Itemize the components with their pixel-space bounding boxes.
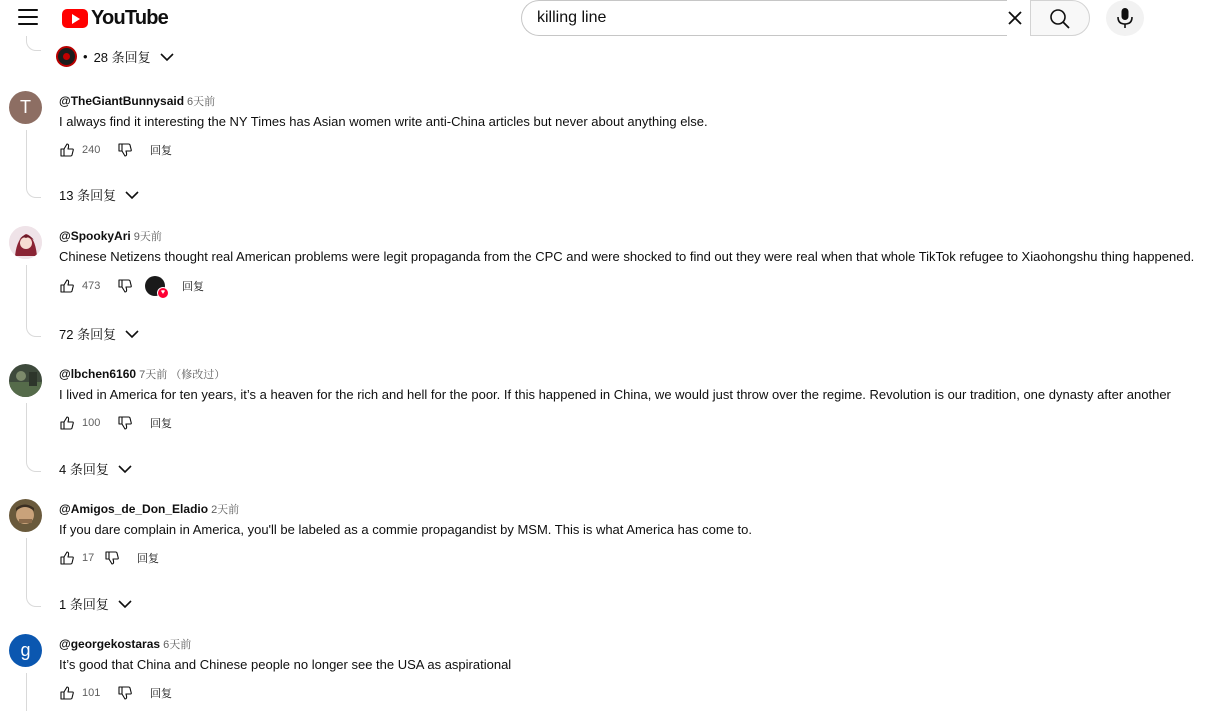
avatar[interactable] xyxy=(9,634,42,667)
replies-toggle-previous[interactable] xyxy=(56,46,175,67)
mic-icon xyxy=(1116,7,1134,29)
avatar[interactable] xyxy=(9,364,42,397)
dislike-icon[interactable] xyxy=(117,685,133,701)
youtube-logo[interactable] xyxy=(62,7,168,30)
comment-text: I lived in America for ten years, it’s a heaven for the rich and hell for the poor. If this happened in China, we would just throw over the regime. Revolution is our tradition, one dynasty after another xyxy=(59,387,1171,402)
chevron-down-icon xyxy=(117,461,133,477)
like-count: 240 xyxy=(82,144,101,156)
thread-line xyxy=(26,183,41,198)
thread-line xyxy=(26,457,41,472)
thread-line xyxy=(26,538,27,593)
replies-count: 72 条回复 xyxy=(59,327,117,342)
comment-actions xyxy=(59,413,172,433)
like-icon[interactable] xyxy=(59,550,75,566)
replies-toggle[interactable] xyxy=(59,324,140,343)
chevron-down-icon xyxy=(159,49,175,65)
comment-actions xyxy=(59,140,172,160)
thread-line xyxy=(26,592,41,607)
like-icon[interactable] xyxy=(59,142,75,158)
comment-header xyxy=(59,501,239,517)
logo-text: YouTube xyxy=(91,7,168,29)
comment-time[interactable]: 6天前 xyxy=(187,96,216,108)
thread-line xyxy=(26,673,27,711)
comment-time[interactable]: 9天前 xyxy=(133,231,162,243)
comment-author[interactable]: @georgekostaras xyxy=(59,637,161,651)
search-button[interactable] xyxy=(1030,0,1090,36)
youtube-play-icon xyxy=(62,9,88,28)
reply-button[interactable]: 回复 xyxy=(150,688,172,700)
photo-avatar-icon xyxy=(9,364,42,397)
like-count: 473 xyxy=(82,280,101,292)
comment-time[interactable]: 2天前 xyxy=(211,504,240,516)
search-input[interactable] xyxy=(537,7,977,29)
like-count: 100 xyxy=(82,417,101,429)
comment-text: If you dare complain in America, you'll be labeled as a commie propagandist by MSM. This is what America has come to. xyxy=(59,522,753,537)
replies-count: 1 条回复 xyxy=(59,597,109,612)
comment-author[interactable]: @SpookyAri xyxy=(59,229,131,243)
dislike-icon[interactable] xyxy=(104,550,120,566)
replies-toggle[interactable] xyxy=(59,459,133,478)
comment-header xyxy=(59,366,225,382)
dislike-icon[interactable] xyxy=(117,278,133,294)
comment-text: It’s good that China and Chinese people no longer see the USA as aspirational xyxy=(59,657,512,672)
comment-author[interactable]: @TheGiantBunnysaid xyxy=(59,94,185,108)
replies-count: 4 条回复 xyxy=(59,462,109,477)
avatar-letter: T xyxy=(20,97,31,117)
chevron-down-icon xyxy=(124,187,140,203)
comment-header xyxy=(59,228,162,244)
reply-button[interactable]: 回复 xyxy=(150,145,172,157)
chevron-down-icon xyxy=(124,326,140,342)
comment-time[interactable]: 7天前 xyxy=(139,369,168,381)
creator-heart xyxy=(145,276,165,296)
comment-author[interactable]: @lbchen6160 xyxy=(59,367,137,381)
comment-actions xyxy=(59,276,204,296)
separator-dot: • xyxy=(83,49,88,64)
masthead xyxy=(0,0,1231,36)
thread-line xyxy=(26,403,27,458)
replies-count: 28 条回复 xyxy=(93,50,151,65)
thread-line xyxy=(26,265,27,323)
dislike-icon[interactable] xyxy=(117,415,133,431)
comment-text: I always find it interesting the NY Times has Asian women write anti-China articles but never about anything else. xyxy=(59,114,708,129)
reply-button[interactable]: 回复 xyxy=(137,553,159,565)
comment-header xyxy=(59,636,191,652)
comment-time[interactable]: 6天前 xyxy=(163,639,192,651)
replies-toggle[interactable] xyxy=(59,185,140,204)
avatar[interactable] xyxy=(9,499,42,532)
replies-count: 13 条回复 xyxy=(59,188,117,203)
clear-search-icon[interactable] xyxy=(1005,8,1025,28)
creator-avatar xyxy=(56,46,77,67)
photo-avatar-icon xyxy=(9,499,42,532)
edited-label: （修改过） xyxy=(170,369,226,381)
search-box[interactable] xyxy=(521,0,1007,36)
chevron-down-icon xyxy=(117,596,133,612)
like-icon[interactable] xyxy=(59,278,75,294)
like-icon[interactable] xyxy=(59,685,75,701)
comment-author[interactable]: @Amigos_de_Don_Eladio xyxy=(59,502,209,516)
thread-line xyxy=(26,36,41,51)
heart-icon: ♥ xyxy=(157,287,169,299)
like-icon[interactable] xyxy=(59,415,75,431)
comment-text: Chinese Netizens thought real American problems were legit propaganda from the CPC and were shocked to find out they were real when that whole TikTok refugee to Xiaohongshu thing happened. xyxy=(59,249,1195,264)
comment-actions xyxy=(59,683,172,703)
comment-header xyxy=(59,93,215,109)
comment-actions xyxy=(59,548,159,568)
avatar-letter: g xyxy=(20,640,31,660)
anime-avatar-icon xyxy=(9,226,42,259)
menu-icon[interactable] xyxy=(18,9,38,25)
reply-button[interactable]: 回复 xyxy=(182,281,204,293)
like-count: 17 xyxy=(82,552,95,564)
avatar[interactable] xyxy=(9,226,42,259)
like-count: 101 xyxy=(82,687,101,699)
avatar[interactable] xyxy=(9,91,42,124)
dislike-icon[interactable] xyxy=(117,142,133,158)
reply-button[interactable]: 回复 xyxy=(150,418,172,430)
replies-toggle[interactable] xyxy=(59,594,133,613)
search-icon xyxy=(1049,8,1071,30)
thread-line xyxy=(26,322,41,337)
thread-line xyxy=(26,130,27,184)
voice-search-button[interactable] xyxy=(1106,0,1144,36)
